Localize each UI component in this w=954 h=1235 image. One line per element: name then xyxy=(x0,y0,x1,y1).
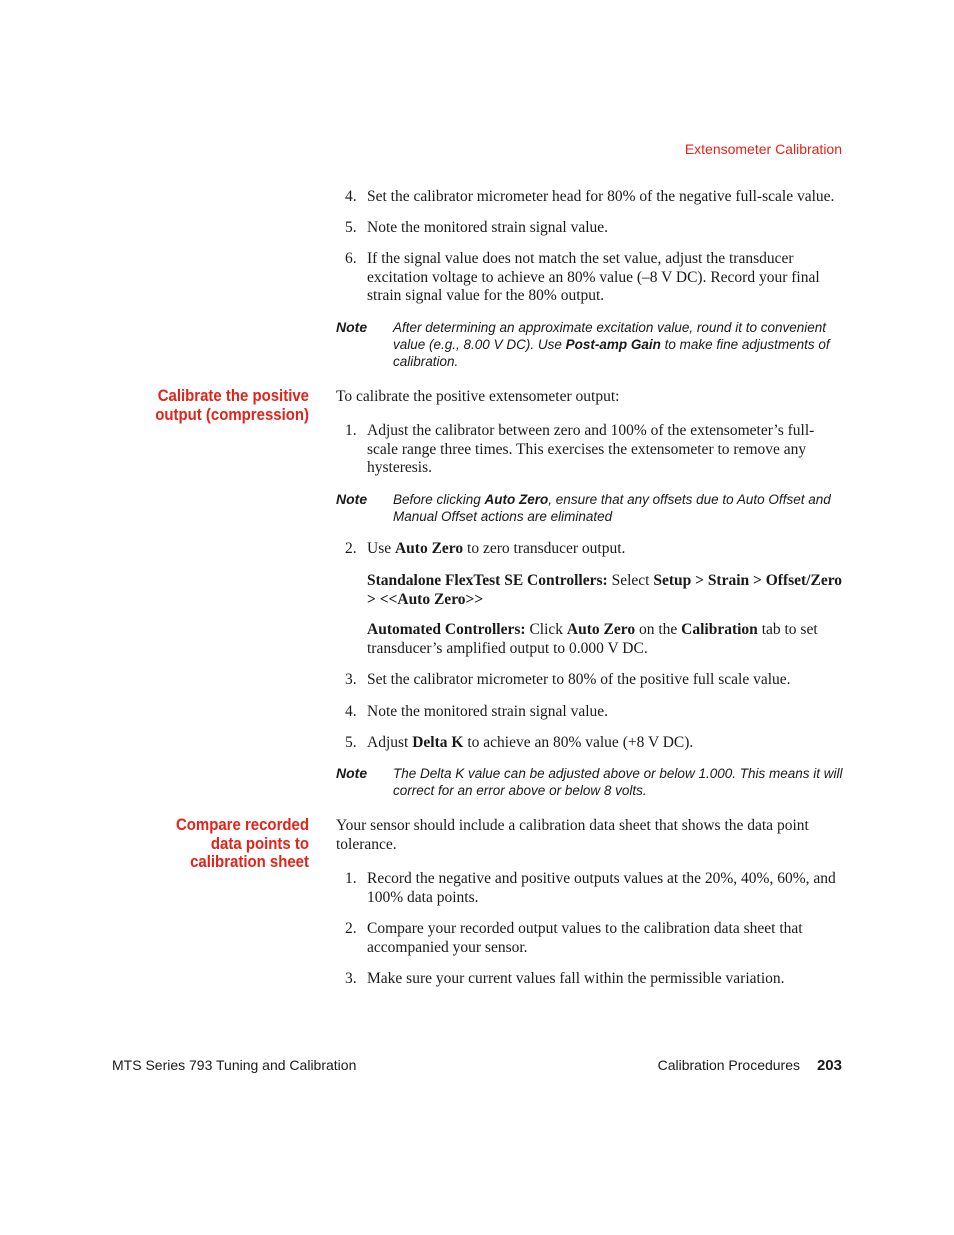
step-text: Note the monitored strain signal value. xyxy=(367,703,609,720)
section-intro: Your sensor should include a calibration data sheet that shows the data point tolerance. xyxy=(336,817,809,853)
step-number: 3. xyxy=(345,671,357,688)
note-label: Note xyxy=(336,491,368,507)
section-intro: To calibrate the positive extensometer output: xyxy=(336,388,620,405)
step-text: Set the calibrator micrometer head for 80% of the negative full-scale value. xyxy=(367,188,835,205)
step-text: If the signal value does not match the set value, adjust the transducer excitation voltage to achieve an 80% value (–8 V DC). Record your final strain signal value for the 80% output. xyxy=(367,250,820,304)
step-text: Adjust the calibrator between zero and 100% of the extensometer’s full-scale range three times. This exercises the extensometer to remove any hysteresis. xyxy=(367,422,815,476)
step-number: 2. xyxy=(345,540,357,557)
automated-instructions: Automated Controllers: Click Auto Zero on the Calibration tab to set transducer’s amplified output to 0.000 V DC. xyxy=(367,621,818,657)
step-number: 3. xyxy=(345,970,357,987)
step-text: Record the negative and positive outputs values at the 20%, 40%, 60%, and 100% data points. xyxy=(367,870,836,906)
note-text: After determining an approximate excitation value, round it to convenient value (e.g., 8.00 V DC). Use Post-amp Gain to make fine adjustments of calibration. xyxy=(393,320,830,369)
section-heading: Compare recorded data points to calibration sheet xyxy=(175,815,309,871)
step-number: 2. xyxy=(345,920,357,937)
step-number: 5. xyxy=(345,219,357,236)
section-heading: Calibrate the positive output (compression) xyxy=(155,386,309,424)
step-number: 5. xyxy=(345,734,357,751)
note-label: Note xyxy=(336,319,368,335)
step-text: Use Auto Zero to zero transducer output. xyxy=(367,540,626,557)
step-number: 4. xyxy=(345,188,357,205)
footer-title: MTS Series 793 Tuning and Calibration xyxy=(112,1057,357,1073)
page-number: 203 xyxy=(816,1057,842,1074)
step-text: Compare your recorded output values to the calibration data sheet that accompanied your sensor. xyxy=(367,920,803,956)
step-text: Note the monitored strain signal value. xyxy=(367,219,609,236)
step-text: Set the calibrator micrometer to 80% of the positive full scale value. xyxy=(367,671,791,688)
note-text: The Delta K value can be adjusted above or below 1.000. This means it will correct for an error above or below 8 volts. xyxy=(393,766,843,798)
step-number: 1. xyxy=(345,422,357,439)
step-number: 4. xyxy=(345,703,357,720)
note-text: Before clicking Auto Zero, ensure that any offsets due to Auto Offset and Manual Offset actions are eliminated xyxy=(393,492,831,524)
standalone-instructions: Standalone FlexTest SE Controllers: Select Setup > Strain > Offset/Zero > <<Auto Zero>> xyxy=(367,572,843,608)
note-label: Note xyxy=(336,765,368,781)
step-number: 6. xyxy=(345,250,357,267)
running-header: Extensometer Calibration xyxy=(684,141,842,157)
footer-chapter: Calibration Procedures xyxy=(657,1057,800,1073)
step-text: Adjust Delta K to achieve an 80% value (+8 V DC). xyxy=(367,734,694,751)
step-number: 1. xyxy=(345,870,357,887)
step-text: Make sure your current values fall within the permissible variation. xyxy=(367,970,785,987)
